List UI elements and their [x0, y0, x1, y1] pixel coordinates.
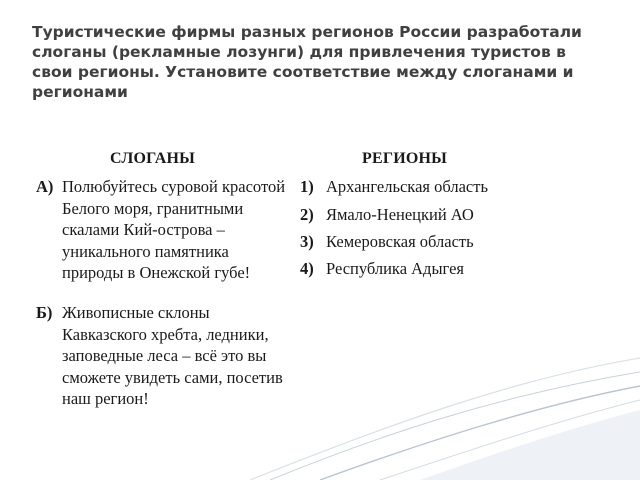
slogans-header: СЛОГАНЫ: [110, 150, 196, 167]
decor-fill: [420, 410, 640, 480]
region-number: 3): [300, 232, 314, 251]
region-item-3: [300, 231, 474, 252]
region-number: 2): [300, 205, 314, 224]
region-name: Республика Адыгея: [326, 259, 465, 278]
decor-curve-2: [270, 372, 640, 480]
region-name: Архангельская область: [326, 177, 488, 196]
region-name: Ямало-Ненецкий АО: [326, 205, 474, 224]
decor-curve-1: [250, 358, 640, 480]
slogan-item-b: [36, 302, 286, 410]
decor-curve-3: [320, 386, 640, 480]
slogan-letter: Б): [36, 303, 53, 322]
slide-title: Туристические фирмы разных регионов России разработали слоганы (рекламные лозунги) для привлечения туристов в свои регионы. Установите соответствие между слоганами и регионами: [32, 23, 582, 101]
slogan-text: Живописные склоны Кавказского хребта, ледники, заповедные леса – всё это вы сможете увидеть сами, посетив наш регион!: [62, 303, 283, 408]
region-number: 1): [300, 177, 314, 196]
slogan-letter: А): [36, 177, 54, 196]
region-number: 4): [300, 259, 314, 278]
decor-curve-4: [380, 400, 640, 480]
regions-header: РЕГИОНЫ: [362, 150, 448, 167]
slogan-text: Полюбуйтесь суровой красотой Белого моря, гранитными скалами Кий-острова – уникального памятника природы в Онежской губе!: [62, 177, 286, 282]
region-item-2: [300, 204, 474, 225]
slogan-item-a: [36, 176, 286, 284]
region-item-1: [300, 176, 488, 197]
region-item-4: [300, 258, 464, 279]
region-name: Кемеровская область: [326, 232, 474, 251]
